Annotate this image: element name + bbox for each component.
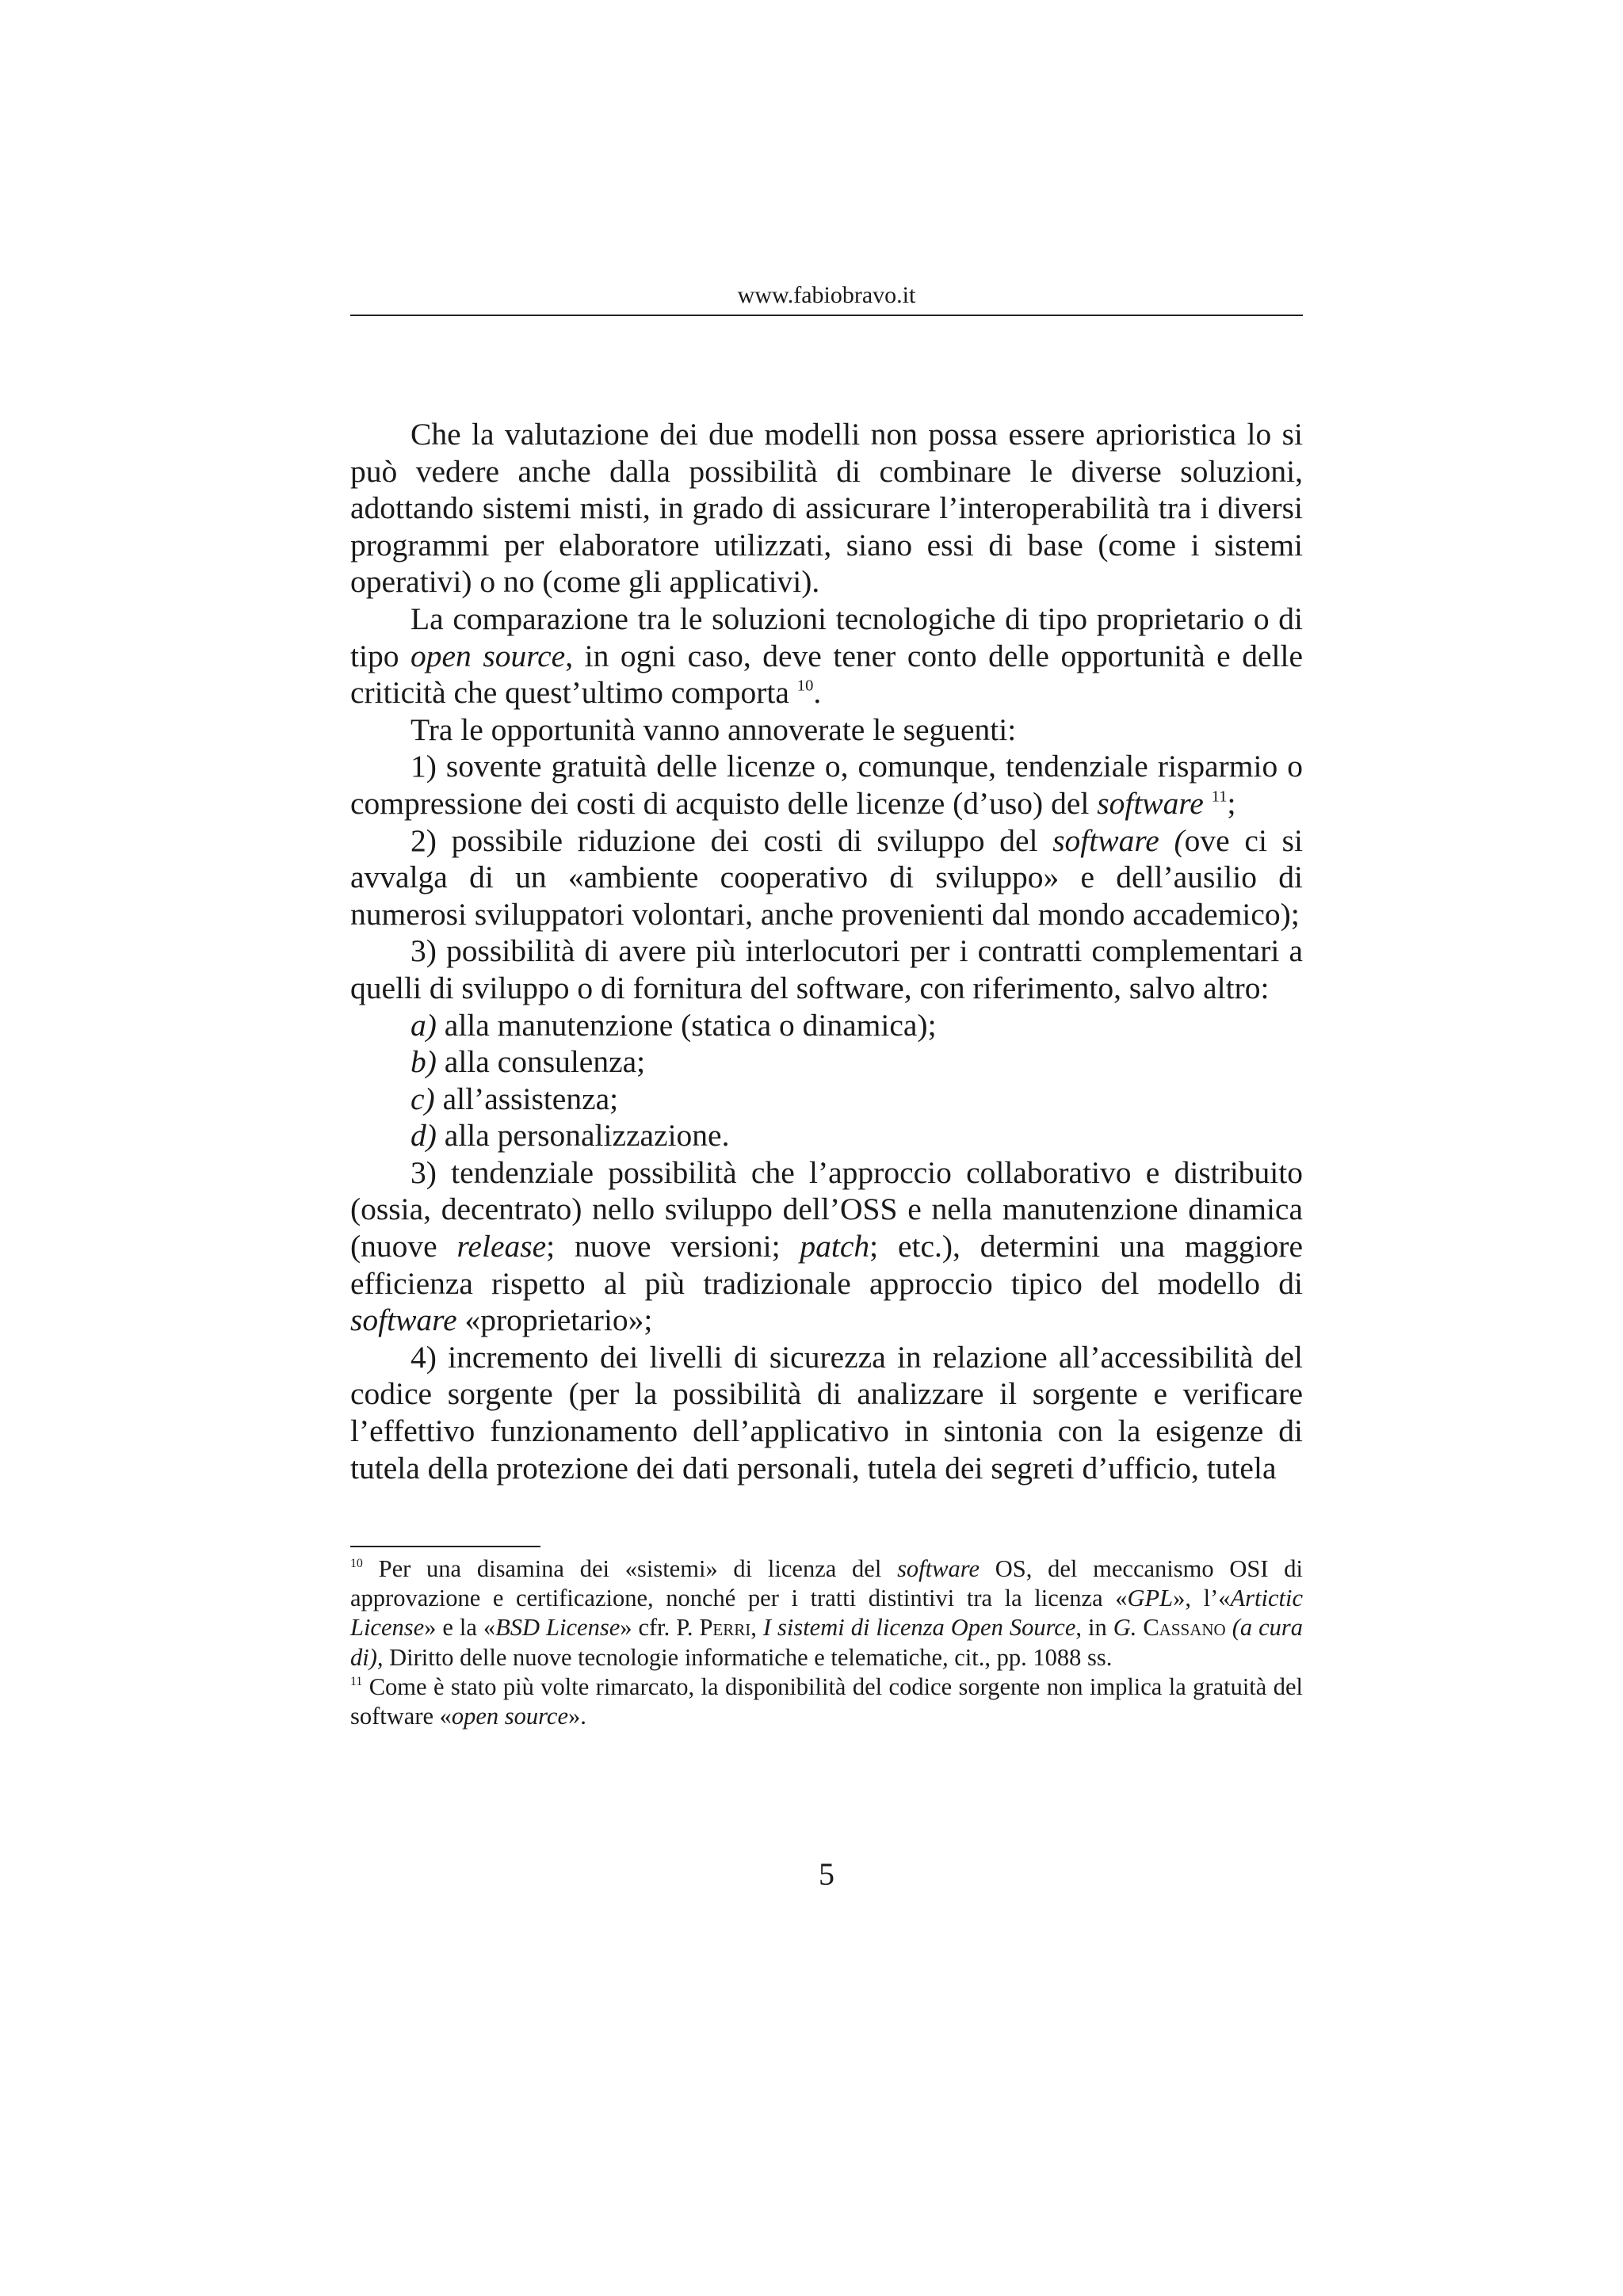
footnotes (350, 1554, 1303, 1731)
text-run: «proprietario»; (456, 1302, 653, 1338)
body-paragraph (350, 1043, 1303, 1081)
running-header (350, 279, 1303, 312)
body-paragraph (350, 748, 1303, 822)
header-rule (350, 315, 1303, 316)
body-paragraph (350, 1154, 1303, 1339)
text-run: ove ci si avvalga di un «ambiente cooperativo di sviluppo» e dell’ausilio di numerosi sviluppatori volontari, anche provenienti dal mondo accademico); (350, 822, 1303, 932)
italic-text: G. (1113, 1614, 1144, 1642)
italic-text: b) (411, 1044, 437, 1080)
text-run: , in (1075, 1614, 1113, 1642)
text-run: 1) sovente gratuità delle licenze o, comunque, tendenziale risparmio o compressione dei costi di acquisto delle licenze (d’uso) del (350, 749, 1303, 821)
text-run (1204, 786, 1212, 821)
text-run: . (813, 675, 822, 711)
header-site-url[interactable]: www.fabiobravo.it (737, 282, 916, 308)
text-run: ; nuove versioni; (546, 1229, 800, 1264)
text-run: ; (1227, 785, 1236, 821)
footnote-ref[interactable]: 10 (350, 1557, 363, 1571)
text-run: cit., pp. 1088 ss. (948, 1643, 1113, 1671)
text-run: alla consulenza; (436, 1044, 646, 1080)
italic-text: Artictic License (350, 1585, 1303, 1642)
italic-text: software ( (1052, 822, 1185, 858)
text-run: La comparazione tra le soluzioni tecnologiche di tipo proprietario o di tipo (350, 601, 1303, 673)
italic-text: BSD License (495, 1614, 621, 1642)
italic-text: d) (411, 1118, 437, 1154)
text-run: Che la valutazione dei due modelli non possa essere aprioristica lo si può vedere anche dalla possibilità di combinare le diverse soluzioni, adottando sistemi misti, in grado di assicurare l’interoperabilità tra i diversi programmi per elaboratore utilizzati, siano essi di base (come i sistemi operativi) o no (come gli applicativi). (350, 417, 1303, 600)
footnote (350, 1672, 1303, 1731)
footnote-ref[interactable]: 11 (350, 1674, 363, 1688)
text-run: , (750, 1614, 763, 1642)
body-paragraph (350, 822, 1303, 933)
text-run: 3) tendenziale possibilità che l’approccio collaborativo e distribuito (ossia, decentrato) nello sviluppo dell’OSS e nella manutenzione dinamica (nuove (350, 1154, 1303, 1264)
text-run: ; etc.), determini una maggiore efficienza rispetto al più tradizionale approccio tipico del modello di (350, 1229, 1304, 1301)
text-run (1226, 1614, 1232, 1641)
italic-text: (a cura di), (350, 1614, 1303, 1671)
text-run: » e la « (424, 1614, 496, 1642)
italic-text: GPL (1127, 1585, 1174, 1612)
text-run: alla manutenzione (statica o dinamica); (436, 1007, 937, 1043)
italic-text: software (1097, 785, 1204, 821)
text-run: all’assistenza; (434, 1081, 619, 1116)
italic-text: open source (451, 1703, 568, 1730)
text-run: Come è stato più volte rimarcato, la disponibilità del codice sorgente non implica la gratuità del software « (350, 1672, 1303, 1730)
text-run: 4) incremento dei livelli di sicurezza in relazione all’accessibilità del codice sorgente (per la possibilità di analizzare il sorgente e verificare l’effettivo funzionamento dell’applicativo in sintonia con la esigenze di tutela della protezione dei dati personali, tutela dei segreti d’ufficio, tutela (350, 1339, 1303, 1486)
page-number: 5 (819, 1856, 834, 1892)
italic-text: open source (411, 638, 566, 673)
italic-text: patch (800, 1229, 870, 1264)
small-caps-text: Perri (699, 1614, 751, 1642)
text-run: Tra le opportunità vanno annoverate le seguenti: (411, 711, 1017, 747)
body-paragraph (350, 933, 1303, 1006)
text-run: » cfr. P. (620, 1614, 700, 1642)
body-text (350, 416, 1303, 1486)
footnote-separator (350, 1546, 540, 1547)
italic-text: software (897, 1555, 980, 1582)
footnote-ref[interactable]: 10 (796, 677, 814, 695)
text-run: Per una disamina dei «sistemi» di licenza del (362, 1555, 898, 1582)
body-paragraph (350, 1081, 1303, 1118)
text-run: 3) possibilità di avere più interlocutori per i contratti complementari a quelli di sviluppo o di fornitura del software, con riferimento, salvo altro: (350, 933, 1303, 1005)
footnote-ref[interactable]: 11 (1211, 788, 1228, 806)
text-run: OS, del meccanismo OSI di approvazione e certificazione, nonché per i tratti distintivi tra la licenza « (350, 1555, 1304, 1612)
italic-text: a) (411, 1007, 437, 1043)
text-run: 2) possibile riduzione dei costi di sviluppo del (411, 822, 1053, 858)
body-paragraph (350, 711, 1303, 749)
body-paragraph (350, 601, 1303, 711)
italic-text: I sistemi di licenza Open Source (762, 1614, 1076, 1642)
small-caps-text: Cassano (1143, 1614, 1226, 1642)
italic-text: release (456, 1229, 547, 1264)
italic-text: , (941, 1643, 949, 1671)
text-run: alla personalizzazione. (436, 1118, 730, 1154)
text-run: », l’« (1173, 1585, 1231, 1612)
body-paragraph (350, 416, 1303, 601)
italic-text: c) (411, 1081, 435, 1116)
text-run: Diritto delle nuove tecnologie informatiche e telematiche (383, 1643, 942, 1671)
body-paragraph (350, 1117, 1303, 1154)
italic-text: software (350, 1302, 457, 1338)
text-run: ». (568, 1703, 586, 1730)
body-paragraph (350, 1007, 1303, 1044)
footnote (350, 1554, 1303, 1672)
text-run: , in ogni caso, deve tener conto delle opportunità e delle criticità che quest’ultimo comporta (350, 638, 1303, 711)
body-paragraph (350, 1339, 1303, 1486)
